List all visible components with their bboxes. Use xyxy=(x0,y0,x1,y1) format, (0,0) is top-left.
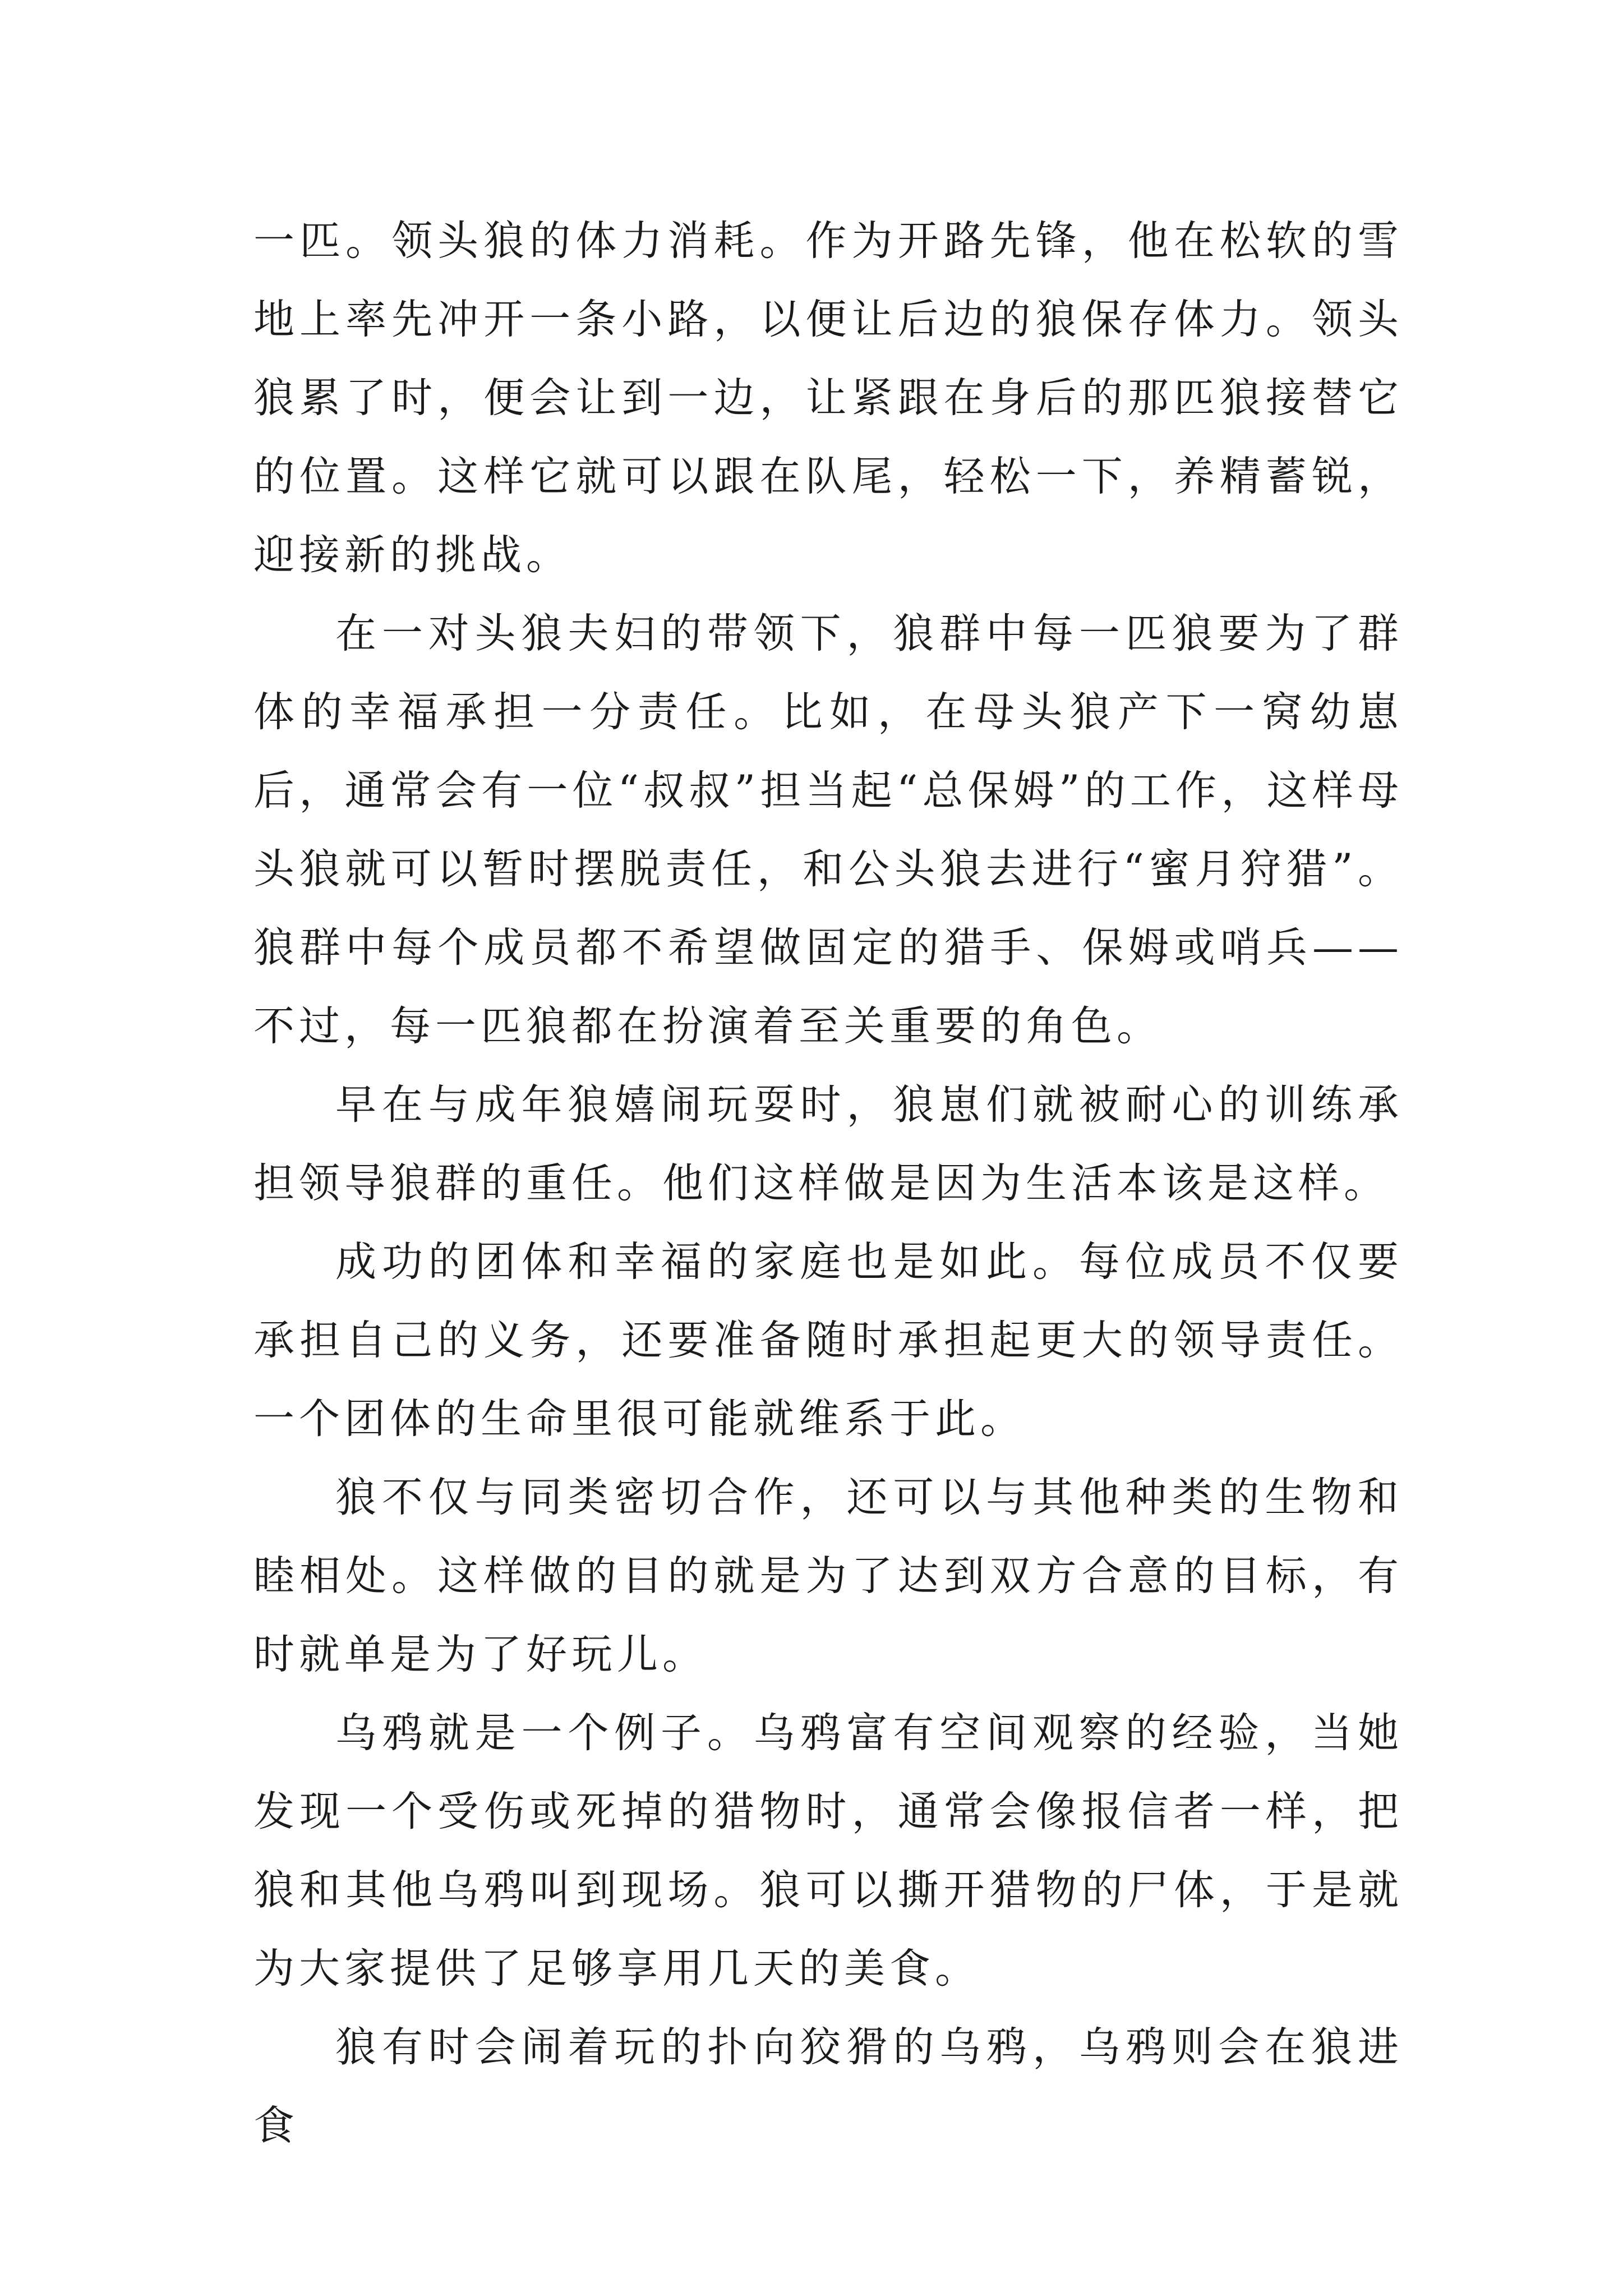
paragraph-6: 乌鸦就是一个例子。乌鸦富有空间观察的经验，当她发现一个受伤或死掉的猎物时，通常会像报信者一样，把狼和其他乌鸦叫到现场。狼可以撕开猎物的尸体，于是就为大家提供了足够享用几天的美食。 xyxy=(253,1709,1403,1993)
paragraph-5: 狼不仅与同类密切合作，还可以与其他种类的生物和睦相处。这样做的目的就是为了达到双方合意的目标，有时就单是为了好玩儿。 xyxy=(253,1474,1403,1678)
document-body xyxy=(253,202,1403,2165)
paragraph-3: 早在与成年狼嬉闹玩耍时，狼崽们就被耐心的训练承担领导狼群的重任。他们这样做是因为生活本该是这样。 xyxy=(253,1081,1403,1207)
paragraph-1: 一匹。领头狼的体力消耗。作为开路先锋，他在松软的雪地上率先冲开一条小路，以便让后边的狼保存体力。领头狼累了时，便会让到一边，让紧跟在身后的那匹狼接替它的位置。这样它就可以跟在队尾，轻松一下，养精蓄锐，迎接新的挑战。 xyxy=(253,217,1403,579)
paragraph-7: 狼有时会闹着玩的扑向狡猾的乌鸦，乌鸦则会在狼进食 xyxy=(253,2023,1403,2150)
paragraph-2: 在一对头狼夫妇的带领下，狼群中每一匹狼要为了群体的幸福承担一分责任。比如，在母头狼产下一窝幼崽后，通常会有一位“叔叔”担当起“总保姆”的工作，这样母头狼就可以暂时摆脱责任，和公头狼去进行“蜜月狩猎”。狼群中每个成员都不希望做固定的猎手、保姆或哨兵——不过，每一匹狼都在扮演着至关重要的角色。 xyxy=(253,610,1403,1050)
paragraph-4: 成功的团体和幸福的家庭也是如此。每位成员不仅要承担自己的义务，还要准备随时承担起更大的领导责任。一个团体的生命里很可能就维系于此。 xyxy=(253,1238,1403,1443)
